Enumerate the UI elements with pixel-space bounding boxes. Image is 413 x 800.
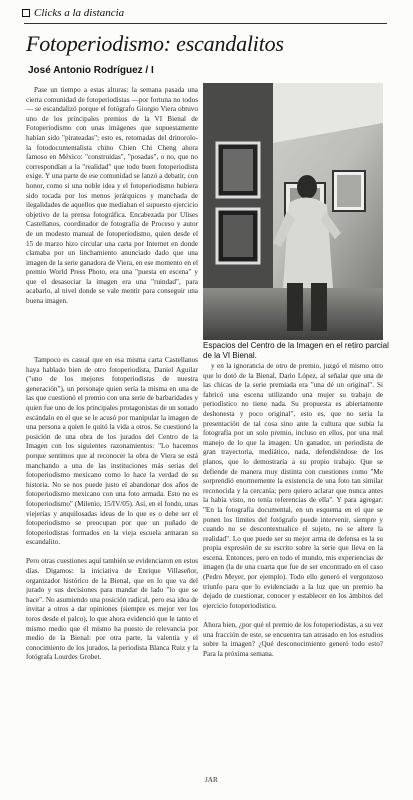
body-column-left-bottom bbox=[26, 356, 198, 774]
article-headline: Fotoperiodismo: escandalitos bbox=[26, 31, 284, 56]
body-column-right bbox=[203, 362, 383, 774]
body-paragraph: Pase un tiempo a estas alturas: la semana pasada una cierta comunidad de fotoperiodistas —por fortuna no todos— se escandalizó porque el fotógrafo Giorgio Viera obtuvo uno de los principales premios de la VI Bienal de Fotoperiodismo con unas imágenes que supuestamente habían sido "pirateadas"; esto es, retomadas del drinorolo-la fotodocumentalista chino Chien Chi Cheng ahora famoso en México: "construidas", "posadas", o no, que no correspondían a la "realidad" que todo buen fotoperiodista exige. Y una parte de ese comunidad se lanzó a debatir, con honor, como si una noble idea y el fotoperiodismo hubiera sido tocada por los menos jerárquicos y manchada de ilegalidades de aquellos que mediaban el supuesto ejercicio objetivo de la prensa fotográfica. Encabezada por Ulises Castellanos, coordinador de fotografía de Proceso y autor de un modesto manual de fotoperiodismo, quien desde el 15 de marzo hizo circular una carta por Internet en donde clamaba por un linchamiento anunciado dado que una imagen de la serie ganadora de Viera, en ese momento en el premio World Press Photo, era una "puesta en escena" y que el desasociar la imagen era una "ruindad", para acabarlo, al nivel donde se vale mentir para conseguir una buena imagen. bbox=[26, 86, 198, 306]
author-signature: JAR bbox=[205, 776, 218, 784]
section-label: Clicks a la distancia bbox=[34, 7, 125, 19]
photo-caption: Espacios del Centro de la Imagen en el retiro parcial de la VI Bienal. bbox=[203, 341, 389, 360]
section-box-icon bbox=[22, 9, 30, 17]
section-header bbox=[22, 7, 124, 19]
body-paragraph: y en la ignorancia de otro de premio, juzgó el mismo otro que lo dotó de la Bienal, Dario López, al señalar que una de las chicas de la serie premiada era "una dé un original". Si fabricó una escena utilizando una mujer su trabajo de periodístico no tiene nada. Su propuesta es abiertamente deshonesta y poco original", esto es, que no sería la presentación de tal cosa sino ante la cultura que subía la fotografía por un solo premio, incluso en ellos, por una mal manejo de lo que la imagen. Un ganador, un periodista de gran trayectoria, mediático, nada, defendiéndose de los planos, que lo demostraría a su propio trabajo. Que se defiende de manera muy distinta con cuestiones como "Me sorprendió enormemente la existencia de una foto tan similar reconocida y la cercanía; pero quiero aclarar que nunca antes la había visto, no tenía referencias de ella". Y para agregar: "En la fotografía documental, en un esquema en el que se ponen los límites del fotógrafo puede intervenir, siempre y cuando no se descontextualice el sujeto, no se altere la realidad". Lo que puede ser su mejor arma de defensa es la su propia expresión de su escrito sobre la serie que lleva en la escena. Entonces, pero en todo el mundo, mis experiencias de imagen (la de una cuarta que fue de ser encontrado en el caso (Pedro Meyer, por ejemplo). Todo ello generó el vergonzoso triunfo para que lo evidenciado a la luz que un premio ha dejado de cuestionar, conocer y establecer en los ámbitos del ejercicio fotoperiodístico. Ahora bien, ¿por qué el premio de los fotoperiodistas, a su vez una fracción de este, se encuentra tan atrasado en los estudios sobre la imagen? ¿Qué desconocimiento generó todo esto? Para la próxima semana. bbox=[203, 362, 383, 658]
body-paragraph: Tampoco es casual que en esa misma carta Castellanos haya hablado bien de otro fotoperiodista, Daniel Aguilar ("uno de los mejores fotoperiodistas de nuestra generación"), un personaje quien sería la misma en una de las que cuestionó el premio con una serie de barbaridades y quien fue uno de los principales protagonistas de un sonado escándalo en el que se le acusó por manipular la imagen de una persona a quien le quitó la vida a otros. Se cuestionó la posición de una obra de los jurados del Centro de la Imagen con los siguientes razonamientos: "Lo hacemos porque sentimos que al reconocer la obra de Viera se está manchando a una de las instituciones más serias del fotoperiodismo mexicano como lo hace la verdad de su historia. No se nos puede justo el abandonar dos años de fotoperiodismo mexicano con una foto armada. Esto no es fotoperiodismo" (Milenio, 15/IV/05). Así, en el fondo, unas viejerías y anquilosadas ideas de lo que es o debe ser el fotoperiodismo se preocupan por que un puñado de fotoperiodistas formados en la vieja escuela armaran su escandalito. Pero otras cuestiones aquí también se evidenciaron en estos días. Digamos: la iniciativa de Enrique Villaseñor, organizador histórico de la Bienal, que en lo que va del jurado y sus decisiones para mandar de lado "lo que se hace". No asumiendo una posición radical, pero esa idea de invitar a otros a dar opiniones (siempre es mejor ver los toros desde el palco), lo que ahora evidenció que le tanto el mismo medio que él mismo ha puesto de relevancia por medio de la Bienal: por otra parte, la valentía y el conocimiento de los jurados, la periodista Blanca Ruiz y la fotógrafa Lourdes Grobet. bbox=[26, 356, 198, 662]
body-column-left-top bbox=[26, 86, 198, 356]
header-rule bbox=[24, 23, 387, 24]
gallery-visitor-photo bbox=[203, 83, 383, 340]
article-photo bbox=[203, 83, 383, 340]
article-byline: José Antonio Rodríguez / I bbox=[28, 65, 154, 76]
